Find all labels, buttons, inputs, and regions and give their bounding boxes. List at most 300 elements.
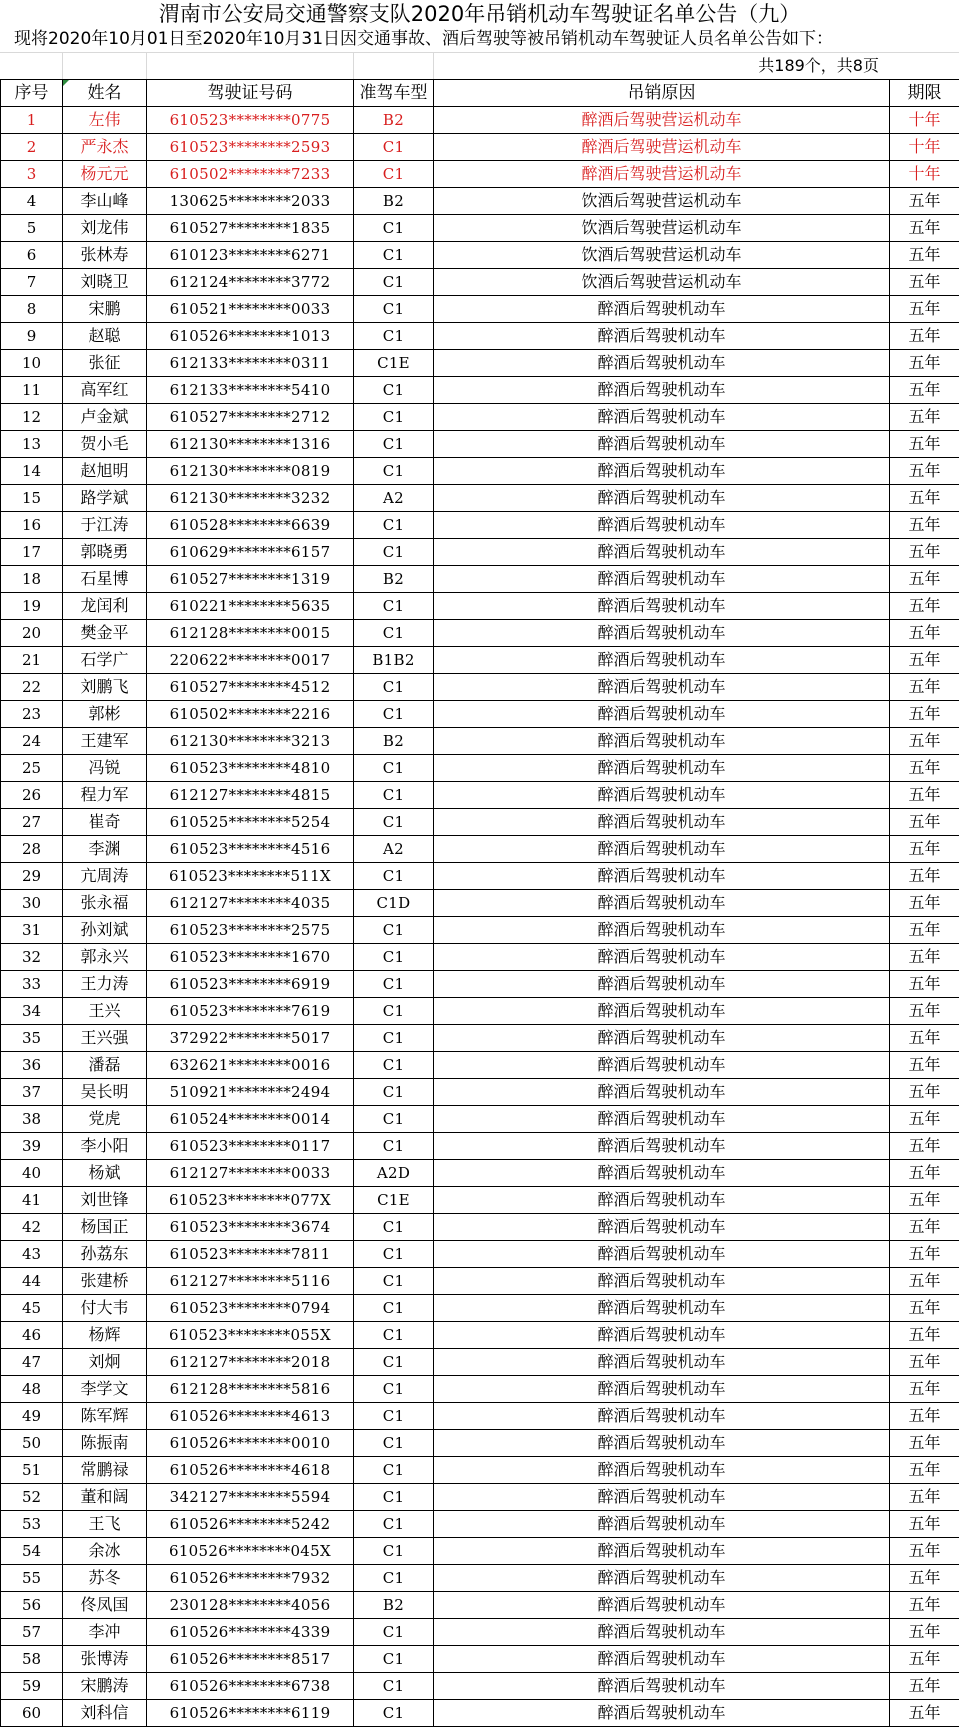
row-reason: 醉酒后驾驶机动车 (434, 593, 890, 620)
row-type: C1 (354, 1052, 434, 1079)
table-row (1, 323, 959, 350)
row-term: 五年 (890, 971, 959, 998)
row-license: 610527********4512 (147, 674, 354, 701)
row-term: 五年 (890, 269, 959, 296)
row-license: 610527********1319 (147, 566, 354, 593)
row-reason: 醉酒后驾驶机动车 (434, 998, 890, 1025)
row-name: 李山峰 (63, 188, 147, 215)
row-type: C1 (354, 1565, 434, 1592)
table-row (1, 242, 959, 269)
row-reason: 醉酒后驾驶机动车 (434, 674, 890, 701)
row-license: 612127********2018 (147, 1349, 354, 1376)
row-type: C1 (354, 1538, 434, 1565)
row-type: C1 (354, 1241, 434, 1268)
row-name: 严永杰 (63, 134, 147, 161)
row-seq: 9 (1, 323, 63, 350)
row-reason: 醉酒后驾驶机动车 (434, 944, 890, 971)
row-type: C1 (354, 1511, 434, 1538)
row-seq: 17 (1, 539, 63, 566)
row-seq: 26 (1, 782, 63, 809)
row-reason: 醉酒后驾驶机动车 (434, 1295, 890, 1322)
header-name: 姓名 (63, 80, 147, 107)
row-reason: 醉酒后驾驶机动车 (434, 890, 890, 917)
table-row (1, 917, 959, 944)
row-name: 付大韦 (63, 1295, 147, 1322)
summary-count: 共189个，共8页 (758, 56, 879, 75)
table-row (1, 134, 959, 161)
row-reason: 醉酒后驾驶机动车 (434, 539, 890, 566)
row-license: 610221********5635 (147, 593, 354, 620)
row-reason: 醉酒后驾驶机动车 (434, 1187, 890, 1214)
row-type: C1 (354, 1133, 434, 1160)
row-license: 610526********6738 (147, 1673, 354, 1700)
row-type: B2 (354, 728, 434, 755)
row-license: 610502********2216 (147, 701, 354, 728)
row-reason: 醉酒后驾驶机动车 (434, 350, 890, 377)
row-seq: 52 (1, 1484, 63, 1511)
row-name: 孙荔东 (63, 1241, 147, 1268)
row-term: 五年 (890, 377, 959, 404)
table-row (1, 1700, 959, 1727)
row-name: 郭永兴 (63, 944, 147, 971)
row-name: 程力军 (63, 782, 147, 809)
row-name: 赵聪 (63, 323, 147, 350)
table-row (1, 647, 959, 674)
row-license: 610523********2593 (147, 134, 354, 161)
row-reason: 醉酒后驾驶机动车 (434, 647, 890, 674)
row-name: 王力涛 (63, 971, 147, 998)
table-row (1, 1214, 959, 1241)
row-type: C1 (354, 944, 434, 971)
row-seq: 57 (1, 1619, 63, 1646)
table-row (1, 674, 959, 701)
row-term: 十年 (890, 161, 959, 188)
row-reason: 醉酒后驾驶机动车 (434, 431, 890, 458)
row-type: C1 (354, 323, 434, 350)
table-row (1, 809, 959, 836)
row-term: 五年 (890, 1403, 959, 1430)
row-term: 五年 (890, 863, 959, 890)
row-name: 张林寿 (63, 242, 147, 269)
row-term: 五年 (890, 1052, 959, 1079)
row-seq: 13 (1, 431, 63, 458)
row-name: 董和阔 (63, 1484, 147, 1511)
row-reason: 醉酒后驾驶机动车 (434, 1457, 890, 1484)
row-term: 五年 (890, 1700, 959, 1727)
row-name: 刘科信 (63, 1700, 147, 1727)
row-term: 五年 (890, 1241, 959, 1268)
table-row (1, 566, 959, 593)
row-term: 五年 (890, 1322, 959, 1349)
blank-cell (62, 53, 147, 80)
row-term: 五年 (890, 917, 959, 944)
row-license: 610526********6119 (147, 1700, 354, 1727)
row-reason: 醉酒后驾驶机动车 (434, 1214, 890, 1241)
row-reason: 醉酒后驾驶机动车 (434, 1106, 890, 1133)
row-reason: 醉酒后驾驶机动车 (434, 512, 890, 539)
row-seq: 60 (1, 1700, 63, 1727)
row-term: 五年 (890, 1457, 959, 1484)
row-name: 李冲 (63, 1619, 147, 1646)
row-type: C1 (354, 1322, 434, 1349)
row-license: 612127********5116 (147, 1268, 354, 1295)
table-row (1, 215, 959, 242)
row-reason: 醉酒后驾驶营运机动车 (434, 161, 890, 188)
row-seq: 3 (1, 161, 63, 188)
row-reason: 醉酒后驾驶机动车 (434, 323, 890, 350)
table-row (1, 1673, 959, 1700)
row-license: 610524********0014 (147, 1106, 354, 1133)
table-row (1, 998, 959, 1025)
row-license: 610526********4618 (147, 1457, 354, 1484)
table-row (1, 620, 959, 647)
header-type: 准驾车型 (354, 80, 434, 107)
row-license: 610523********2575 (147, 917, 354, 944)
table-row (1, 1403, 959, 1430)
row-term: 五年 (890, 296, 959, 323)
table-row (1, 890, 959, 917)
row-reason: 饮酒后驾驶营运机动车 (434, 188, 890, 215)
row-type: C1 (354, 512, 434, 539)
row-license: 610527********1835 (147, 215, 354, 242)
row-seq: 55 (1, 1565, 63, 1592)
row-term: 五年 (890, 242, 959, 269)
row-seq: 7 (1, 269, 63, 296)
header-reason: 吊销原因 (434, 80, 890, 107)
table-header-row (1, 80, 959, 107)
row-term: 五年 (890, 1295, 959, 1322)
row-reason: 醉酒后驾驶机动车 (434, 1241, 890, 1268)
row-type: A2 (354, 836, 434, 863)
row-reason: 醉酒后驾驶机动车 (434, 1403, 890, 1430)
row-seq: 21 (1, 647, 63, 674)
row-name: 刘世锋 (63, 1187, 147, 1214)
header-term: 期限 (890, 80, 959, 107)
row-license: 610523********4810 (147, 755, 354, 782)
row-term: 五年 (890, 836, 959, 863)
row-type: C1D (354, 890, 434, 917)
row-term: 五年 (890, 188, 959, 215)
row-type: C1 (354, 404, 434, 431)
row-type: C1 (354, 1484, 434, 1511)
row-license: 372922********5017 (147, 1025, 354, 1052)
row-name: 张博涛 (63, 1646, 147, 1673)
row-name: 余冰 (63, 1538, 147, 1565)
row-license: 610527********2712 (147, 404, 354, 431)
row-license: 612128********5816 (147, 1376, 354, 1403)
row-term: 五年 (890, 701, 959, 728)
row-type: C1 (354, 782, 434, 809)
table-row (1, 404, 959, 431)
row-reason: 醉酒后驾驶机动车 (434, 1052, 890, 1079)
row-license: 612130********1316 (147, 431, 354, 458)
row-seq: 59 (1, 1673, 63, 1700)
table-row (1, 188, 959, 215)
row-license: 610523********055X (147, 1322, 354, 1349)
row-license: 610526********045X (147, 1538, 354, 1565)
row-license: 130625********2033 (147, 188, 354, 215)
row-seq: 1 (1, 107, 63, 134)
row-term: 五年 (890, 1538, 959, 1565)
row-seq: 42 (1, 1214, 63, 1241)
row-reason: 醉酒后驾驶机动车 (434, 1376, 890, 1403)
row-reason: 醉酒后驾驶机动车 (434, 782, 890, 809)
table-row (1, 1646, 959, 1673)
table-row (1, 1052, 959, 1079)
row-type: C1 (354, 1106, 434, 1133)
row-type: B2 (354, 188, 434, 215)
row-term: 五年 (890, 593, 959, 620)
row-type: B1B2 (354, 647, 434, 674)
row-term: 五年 (890, 998, 959, 1025)
row-type: C1 (354, 593, 434, 620)
row-type: C1 (354, 620, 434, 647)
row-license: 610521********0033 (147, 296, 354, 323)
row-license: 610526********7932 (147, 1565, 354, 1592)
row-license: 610123********6271 (147, 242, 354, 269)
row-type: C1 (354, 674, 434, 701)
row-seq: 6 (1, 242, 63, 269)
row-term: 五年 (890, 1214, 959, 1241)
row-term: 五年 (890, 1430, 959, 1457)
row-seq: 43 (1, 1241, 63, 1268)
row-license: 610523********7811 (147, 1241, 354, 1268)
row-seq: 14 (1, 458, 63, 485)
table-row (1, 593, 959, 620)
row-license: 610526********4339 (147, 1619, 354, 1646)
row-license: 610525********5254 (147, 809, 354, 836)
row-license: 610528********6639 (147, 512, 354, 539)
row-name: 刘鹏飞 (63, 674, 147, 701)
row-name: 亢周涛 (63, 863, 147, 890)
row-term: 五年 (890, 1511, 959, 1538)
row-name: 佟凤国 (63, 1592, 147, 1619)
row-license: 610526********8517 (147, 1646, 354, 1673)
table-row (1, 1430, 959, 1457)
row-term: 五年 (890, 1187, 959, 1214)
row-name: 郭晓勇 (63, 539, 147, 566)
row-reason: 醉酒后驾驶机动车 (434, 971, 890, 998)
row-seq: 22 (1, 674, 63, 701)
row-seq: 44 (1, 1268, 63, 1295)
row-type: C1 (354, 701, 434, 728)
row-seq: 8 (1, 296, 63, 323)
row-reason: 醉酒后驾驶营运机动车 (434, 134, 890, 161)
row-license: 610629********6157 (147, 539, 354, 566)
table-row (1, 701, 959, 728)
table-row (1, 1376, 959, 1403)
row-type: C1 (354, 1349, 434, 1376)
row-type: A2D (354, 1160, 434, 1187)
row-type: C1 (354, 1430, 434, 1457)
row-seq: 29 (1, 863, 63, 890)
table-row (1, 1322, 959, 1349)
row-seq: 49 (1, 1403, 63, 1430)
row-term: 十年 (890, 134, 959, 161)
row-type: C1 (354, 1403, 434, 1430)
row-name: 张征 (63, 350, 147, 377)
row-reason: 醉酒后驾驶机动车 (434, 1646, 890, 1673)
row-reason: 醉酒后驾驶机动车 (434, 566, 890, 593)
row-term: 五年 (890, 431, 959, 458)
table-row (1, 1457, 959, 1484)
row-type: C1 (354, 1079, 434, 1106)
row-name: 宋鹏 (63, 296, 147, 323)
table-body (1, 107, 959, 1727)
row-term: 五年 (890, 485, 959, 512)
table-row (1, 1079, 959, 1106)
row-license: 510921********2494 (147, 1079, 354, 1106)
row-reason: 醉酒后驾驶机动车 (434, 296, 890, 323)
row-type: B2 (354, 1592, 434, 1619)
row-seq: 16 (1, 512, 63, 539)
row-license: 610526********0010 (147, 1430, 354, 1457)
row-name: 杨斌 (63, 1160, 147, 1187)
row-name: 张永福 (63, 890, 147, 917)
row-term: 五年 (890, 1565, 959, 1592)
row-name: 杨辉 (63, 1322, 147, 1349)
row-reason: 醉酒后驾驶机动车 (434, 1268, 890, 1295)
blank-cell (146, 53, 354, 80)
header-seq: 序号 (1, 80, 63, 107)
row-seq: 37 (1, 1079, 63, 1106)
row-license: 610523********3674 (147, 1214, 354, 1241)
row-type: C1 (354, 1619, 434, 1646)
row-type: C1 (354, 1214, 434, 1241)
row-license: 342127********5594 (147, 1484, 354, 1511)
row-license: 610523********0117 (147, 1133, 354, 1160)
row-name: 贺小毛 (63, 431, 147, 458)
row-name: 崔奇 (63, 809, 147, 836)
row-license: 632621********0016 (147, 1052, 354, 1079)
row-reason: 醉酒后驾驶机动车 (434, 836, 890, 863)
table-row (1, 1484, 959, 1511)
row-type: C1 (354, 1700, 434, 1727)
table-row (1, 350, 959, 377)
table-row (1, 1187, 959, 1214)
row-license: 612130********3232 (147, 485, 354, 512)
row-seq: 39 (1, 1133, 63, 1160)
row-seq: 12 (1, 404, 63, 431)
row-name: 潘磊 (63, 1052, 147, 1079)
row-term: 五年 (890, 1133, 959, 1160)
row-license: 610523********7619 (147, 998, 354, 1025)
row-name: 王建军 (63, 728, 147, 755)
row-seq: 56 (1, 1592, 63, 1619)
table-row (1, 485, 959, 512)
row-name: 张建桥 (63, 1268, 147, 1295)
row-license: 612133********0311 (147, 350, 354, 377)
table-row (1, 107, 959, 134)
row-reason: 醉酒后驾驶机动车 (434, 1565, 890, 1592)
row-term: 五年 (890, 458, 959, 485)
table-row (1, 728, 959, 755)
row-type: C1 (354, 1376, 434, 1403)
row-term: 五年 (890, 350, 959, 377)
row-term: 五年 (890, 1160, 959, 1187)
row-reason: 醉酒后驾驶机动车 (434, 1079, 890, 1106)
row-term: 五年 (890, 1619, 959, 1646)
row-type: C1 (354, 539, 434, 566)
row-seq: 40 (1, 1160, 63, 1187)
row-name: 陈军辉 (63, 1403, 147, 1430)
row-reason: 醉酒后驾驶机动车 (434, 1322, 890, 1349)
table-row (1, 944, 959, 971)
row-license: 612130********0819 (147, 458, 354, 485)
row-name: 李小阳 (63, 1133, 147, 1160)
table-row (1, 431, 959, 458)
row-term: 五年 (890, 674, 959, 701)
row-term: 五年 (890, 1376, 959, 1403)
row-license: 612130********3213 (147, 728, 354, 755)
row-seq: 20 (1, 620, 63, 647)
row-name: 常鹏禄 (63, 1457, 147, 1484)
row-term: 五年 (890, 1349, 959, 1376)
row-term: 五年 (890, 215, 959, 242)
row-reason: 醉酒后驾驶机动车 (434, 1619, 890, 1646)
table-row (1, 296, 959, 323)
row-reason: 饮酒后驾驶营运机动车 (434, 269, 890, 296)
row-seq: 38 (1, 1106, 63, 1133)
row-type: C1 (354, 161, 434, 188)
row-name: 冯锐 (63, 755, 147, 782)
row-term: 五年 (890, 404, 959, 431)
blank-cell (353, 53, 434, 80)
row-reason: 醉酒后驾驶机动车 (434, 1538, 890, 1565)
row-name: 陈振南 (63, 1430, 147, 1457)
header-license: 驾驶证号码 (147, 80, 354, 107)
row-seq: 47 (1, 1349, 63, 1376)
row-seq: 23 (1, 701, 63, 728)
row-reason: 醉酒后驾驶机动车 (434, 1484, 890, 1511)
row-term: 五年 (890, 1484, 959, 1511)
row-license: 610526********4613 (147, 1403, 354, 1430)
row-term: 五年 (890, 782, 959, 809)
row-type: A2 (354, 485, 434, 512)
row-seq: 32 (1, 944, 63, 971)
row-reason: 醉酒后驾驶机动车 (434, 863, 890, 890)
row-name: 卢金斌 (63, 404, 147, 431)
row-type: C1 (354, 809, 434, 836)
row-reason: 醉酒后驾驶机动车 (434, 1349, 890, 1376)
intro-text: 现将2020年10月01日至2020年10月31日因交通事故、酒后驾驶等被吊销机动车驾驶证人员名单公告如下： (14, 29, 834, 49)
row-license: 610502********7233 (147, 161, 354, 188)
row-reason: 醉酒后驾驶机动车 (434, 1430, 890, 1457)
table-row (1, 971, 959, 998)
row-name: 李学文 (63, 1376, 147, 1403)
table-row (1, 1133, 959, 1160)
row-seq: 51 (1, 1457, 63, 1484)
row-license: 610526********5242 (147, 1511, 354, 1538)
row-name: 石学广 (63, 647, 147, 674)
row-type: C1 (354, 1025, 434, 1052)
row-reason: 饮酒后驾驶营运机动车 (434, 215, 890, 242)
table-row (1, 161, 959, 188)
row-term: 五年 (890, 944, 959, 971)
row-name: 吴长明 (63, 1079, 147, 1106)
row-type: B2 (354, 107, 434, 134)
row-license: 610523********077X (147, 1187, 354, 1214)
row-seq: 34 (1, 998, 63, 1025)
row-type: C1 (354, 971, 434, 998)
row-type: C1 (354, 1457, 434, 1484)
row-reason: 饮酒后驾驶营运机动车 (434, 242, 890, 269)
row-reason: 醉酒后驾驶机动车 (434, 458, 890, 485)
row-name: 苏冬 (63, 1565, 147, 1592)
table-row (1, 377, 959, 404)
row-reason: 醉酒后驾驶机动车 (434, 917, 890, 944)
row-term: 十年 (890, 107, 959, 134)
